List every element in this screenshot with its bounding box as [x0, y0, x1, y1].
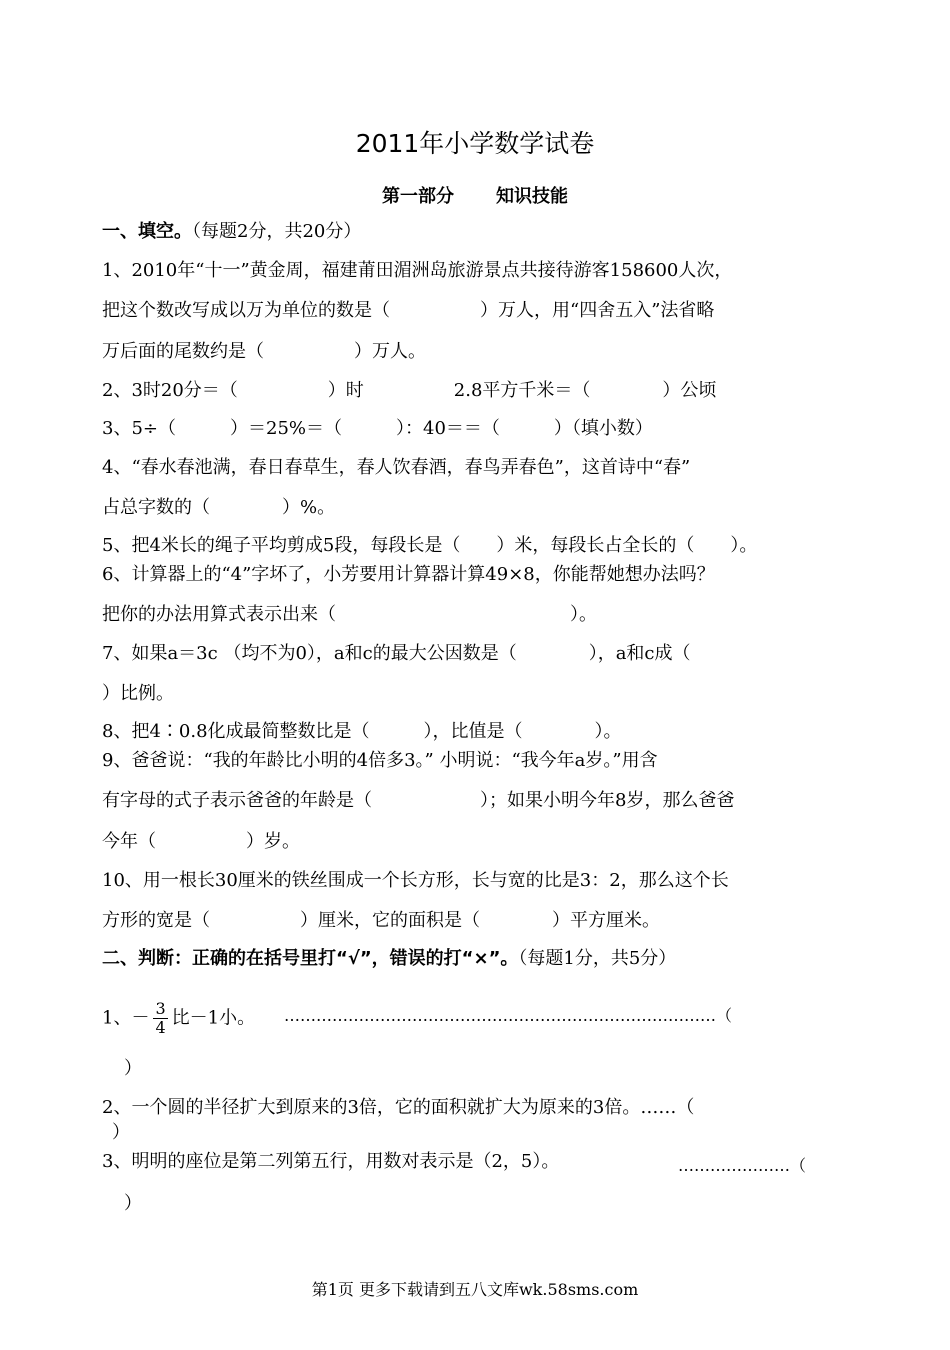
- question-line: 3、5÷（ ）＝25%＝（ ）：40＝＝（ ）（填小数）: [102, 418, 653, 439]
- question-line: 8、把4∶0.8化成最简整数比是（ ），比值是（ ）。: [102, 721, 622, 742]
- question-line: 方形的宽是（ ）厘米，它的面积是（ ）平方厘米。: [102, 910, 660, 931]
- question-line: ）比例。: [102, 683, 174, 704]
- question-line: 6、计算器上的“4”字坏了，小芳要用计算器计算49×8，你能帮她想办法吗？: [102, 564, 715, 585]
- fraction-denominator: 4: [155, 1018, 166, 1037]
- question-line: 把你的办法用算式表示出来（ ）。: [102, 604, 597, 625]
- question-line: 2、3时20分＝（ ）时 2.8平方千米＝（ ）公顷: [102, 380, 717, 401]
- question-line: 今年（ ）岁。: [102, 831, 300, 852]
- fraction-numerator: 3: [155, 999, 166, 1018]
- question-line: 5、把4米长的绳子平均剪成5段，每段长是（ ）米，每段长占全长的（ ）。: [102, 535, 758, 556]
- question-line: 把这个数改写成以万为单位的数是（ ）万人，用“四舍五入”法省略: [102, 300, 715, 321]
- question-line: 10、用一根长30厘米的铁丝围成一个长方形，长与宽的比是3：2，那么这个长: [102, 870, 729, 891]
- question-line: 万后面的尾数约是（ ）万人。: [102, 341, 426, 362]
- question-line: 7、如果a＝3c （均不为0），a和c的最大公因数是（ ），a和c成（: [102, 643, 691, 664]
- section2-title: 二、判断：正确的在括号里打“√”，错误的打“×”。: [102, 948, 519, 969]
- judge-q1-dots: ………………………………………………………………………（: [284, 1006, 733, 1025]
- judge-q3-dots: …………………（: [678, 1156, 807, 1175]
- judge-q1-close: ）: [124, 1058, 142, 1079]
- section1-heading: [102, 221, 361, 243]
- page-footer: 第1页 更多下载请到五八文库wk.58sms.com: [311, 1280, 639, 1299]
- question-line: 有字母的式子表示爸爸的年龄是（ ）；如果小明今年8岁，那么爸爸: [102, 790, 735, 811]
- judge-q1-suffix: 比－1小。: [171, 1007, 256, 1029]
- question-line: 1、2010年“十一”黄金周，福建莆田湄洲岛旅游景点共接待游客158600人次，: [102, 260, 733, 281]
- part-name: 第一部分: [382, 186, 454, 207]
- judge-question-1: [102, 1000, 255, 1037]
- judge-question-2: 2、一个圆的半径扩大到原来的3倍，它的面积就扩大为原来的3倍。……（: [102, 1097, 695, 1118]
- question-line: 9、爸爸说：“我的年龄比小明的4倍多3。” 小明说：“我今年a岁。”用含: [102, 750, 658, 771]
- exam-title: 2011年小学数学试卷: [355, 129, 595, 158]
- section1-title: 一、填空。: [102, 221, 192, 242]
- judge-q2-close: ）: [112, 1122, 130, 1143]
- fraction: [153, 1000, 167, 1037]
- part-topic: 知识技能: [496, 186, 568, 207]
- section2-heading: [102, 948, 676, 970]
- judge-q3-close: ）: [124, 1193, 142, 1214]
- section1-note: （每题2分，共20分）: [192, 221, 362, 242]
- question-line: 4、“春水春池满，春日春草生，春人饮春酒，春鸟弄春色”，这首诗中“春”: [102, 457, 691, 478]
- section2-note: （每题1分，共5分）: [518, 948, 677, 969]
- judge-q1-prefix: 1、－: [102, 1007, 150, 1029]
- part-heading: [0, 182, 950, 208]
- judge-question-3: 3、明明的座位是第二列第五行，用数对表示是（2，5）。: [102, 1151, 560, 1172]
- question-line: 占总字数的（ ）%。: [102, 497, 336, 518]
